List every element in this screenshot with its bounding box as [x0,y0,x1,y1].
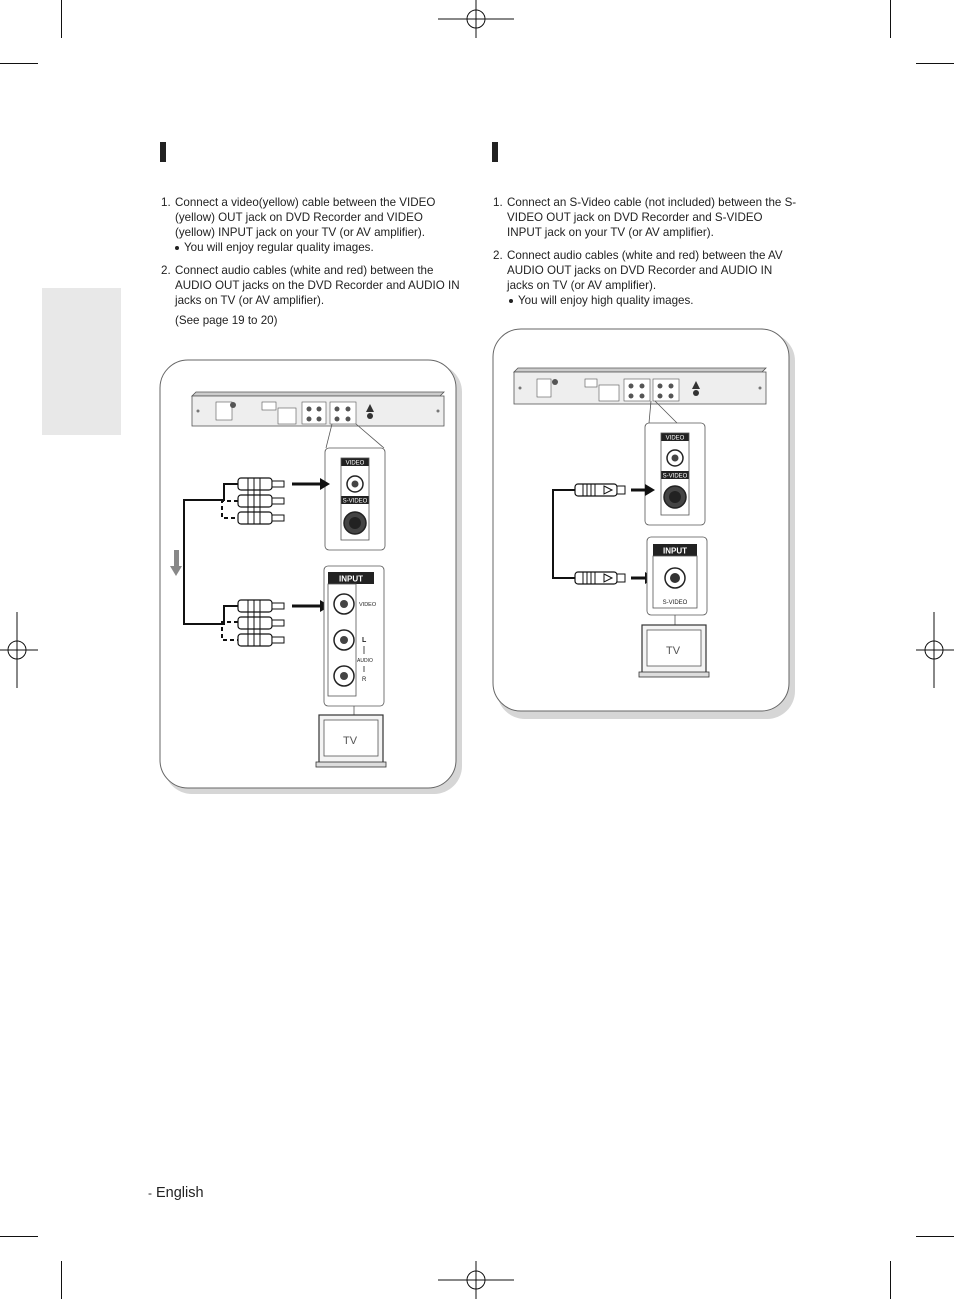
footer-language: English [156,1185,204,1201]
input-l-label: L [362,637,367,644]
input-svideo-label: S-VIDEO [662,600,688,606]
step-text: Connect audio cables (white and red) between the AUDIO OUT jacks on the DVD Recorder and AUDIO IN jacks on TV (or AV amplifier). [175,264,460,307]
tv-icon [316,715,386,767]
section-marker-left [160,142,166,162]
right-step-2 [493,248,798,308]
tv-input-panel [647,537,707,615]
svideo-plug-top [575,484,625,496]
input-audio-label: AUDIO [357,658,373,664]
out-svideo-label: S-VIDEO [662,473,688,480]
out-video-label: VIDEO [665,435,685,442]
left-connection-diagram [158,358,464,798]
left-step-1 [161,195,461,255]
step-text: Connect a video(yellow) cable between the VIDEO (yellow) OUT jack on DVD Recorder and VIDEO (yellow) INPUT jack on your TV (or AV amplifier). [175,196,436,239]
step-bullet: You will enjoy high quality images. [509,293,798,308]
input-r-label: R [362,677,367,683]
left-steps-list [161,195,461,336]
page-footer [148,1185,204,1201]
step-text: Connect audio cables (white and red) between the AV AUDIO OUT jacks on DVD Recorder and AUDIO IN jacks on TV (or AV amplifier). [507,249,783,292]
input-video-label: VIDEO [359,602,377,608]
recorder-output-closeup [645,423,705,525]
input-header-label: INPUT [663,546,687,556]
step-bullet: You will enjoy regular quality images. [175,240,461,255]
right-connection-diagram [491,327,797,721]
side-chapter-tab [42,288,121,435]
step-number: 1. [493,196,503,209]
input-header-label: INPUT [339,574,363,584]
right-steps-list [493,195,798,316]
left-step-2 [161,263,461,328]
recorder-output-closeup [325,448,385,550]
step-text: Connect an S-Video cable (not included) between the S-VIDEO OUT jack on DVD Recorder and S-VIDEO INPUT jack on your TV (or AV amplifier). [507,196,797,239]
footer-dash: - [148,1186,152,1200]
rca-plugs-bottom [238,600,284,646]
tv-icon [639,625,709,677]
tv-input-panel [324,566,384,706]
step-number: 2. [161,264,171,277]
tv-label: TV [342,735,358,747]
rca-plugs-top [238,478,284,524]
section-marker-right [492,142,498,162]
out-svideo-label: S-VIDEO [342,498,368,505]
step-number: 2. [493,249,503,262]
step-note: (See page 19 to 20) [175,314,278,327]
svideo-plug-bottom [575,572,625,584]
right-step-1 [493,195,798,240]
step-number: 1. [161,196,171,209]
tv-label: TV [665,645,681,657]
out-video-label: VIDEO [345,460,365,467]
